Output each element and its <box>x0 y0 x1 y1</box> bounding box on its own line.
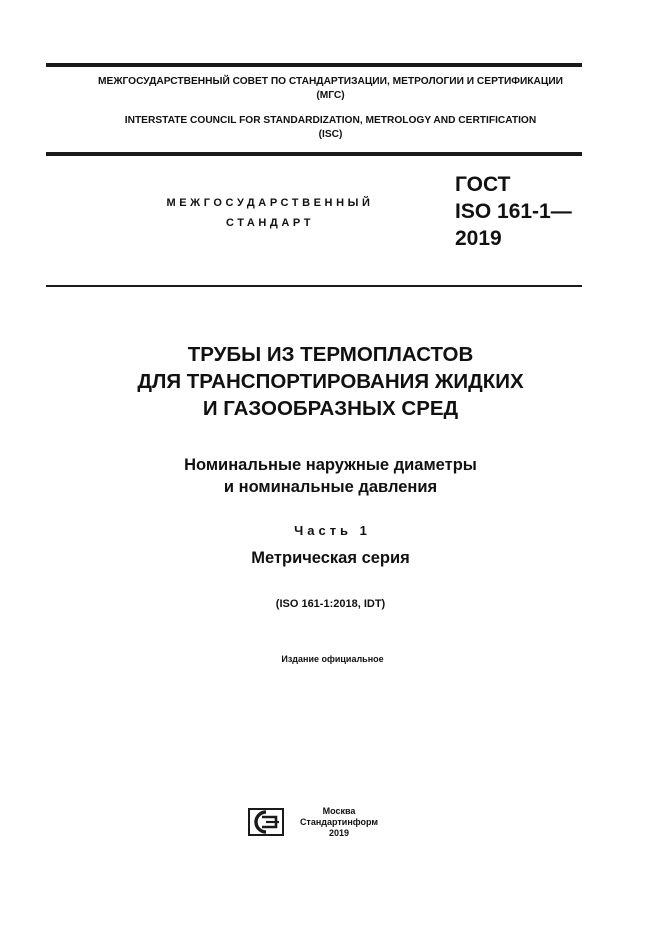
council-header-ru <box>0 75 661 103</box>
designation-rule <box>46 285 582 287</box>
publisher-year: 2019 <box>328 828 350 838</box>
subtitle-line2: и номинальные давления <box>223 478 438 496</box>
standartinform-logo <box>248 808 284 836</box>
standard-type-line1: МЕЖГОСУДАРСТВЕННЫЙ <box>166 197 374 209</box>
title-line2: ДЛЯ ТРАНСПОРТИРОВАНИЯ ЖИДКИХ <box>137 370 524 393</box>
document-title <box>0 341 661 422</box>
council-abbr-ru: (МГС) <box>316 90 345 101</box>
edition-label: Издание официальное <box>281 654 384 664</box>
title-line1: ТРУБЫ ИЗ ТЕРМОПЛАСТОВ <box>187 343 474 366</box>
designation-line2: ISO 161-1— <box>455 200 572 223</box>
designation-line3: 2019 <box>455 227 502 250</box>
publisher-city: Москва <box>322 806 356 816</box>
council-header-en <box>0 114 661 142</box>
council-name-en: INTERSTATE COUNCIL FOR STANDARDIZATION, METROLOGY AND CERTIFICATION <box>124 115 537 126</box>
part-name: Метрическая серия <box>251 549 410 567</box>
council-name-ru: МЕЖГОСУДАРСТВЕННЫЙ СОВЕТ ПО СТАНДАРТИЗАЦИИ, МЕТРОЛОГИИ И СЕРТИФИКАЦИИ <box>98 76 563 87</box>
publisher-name: Стандартинформ <box>299 817 379 827</box>
top-rule <box>46 63 582 67</box>
standard-type <box>140 193 400 233</box>
subtitle-line1: Номинальные наружные диаметры <box>184 456 477 474</box>
council-abbr-en: (ISC) <box>318 129 343 140</box>
publisher-info <box>290 806 388 839</box>
standard-designation <box>455 171 572 252</box>
header-rule <box>46 152 582 156</box>
title-line3: И ГАЗООБРАЗНЫХ СРЕД <box>202 397 459 420</box>
standard-type-line2: СТАНДАРТ <box>225 217 315 229</box>
part-label: Часть 1 <box>294 523 371 538</box>
iso-reference: (ISO 161-1:2018, IDT) <box>275 598 386 610</box>
document-subtitle <box>0 454 661 498</box>
designation-line1: ГОСТ <box>455 173 511 196</box>
